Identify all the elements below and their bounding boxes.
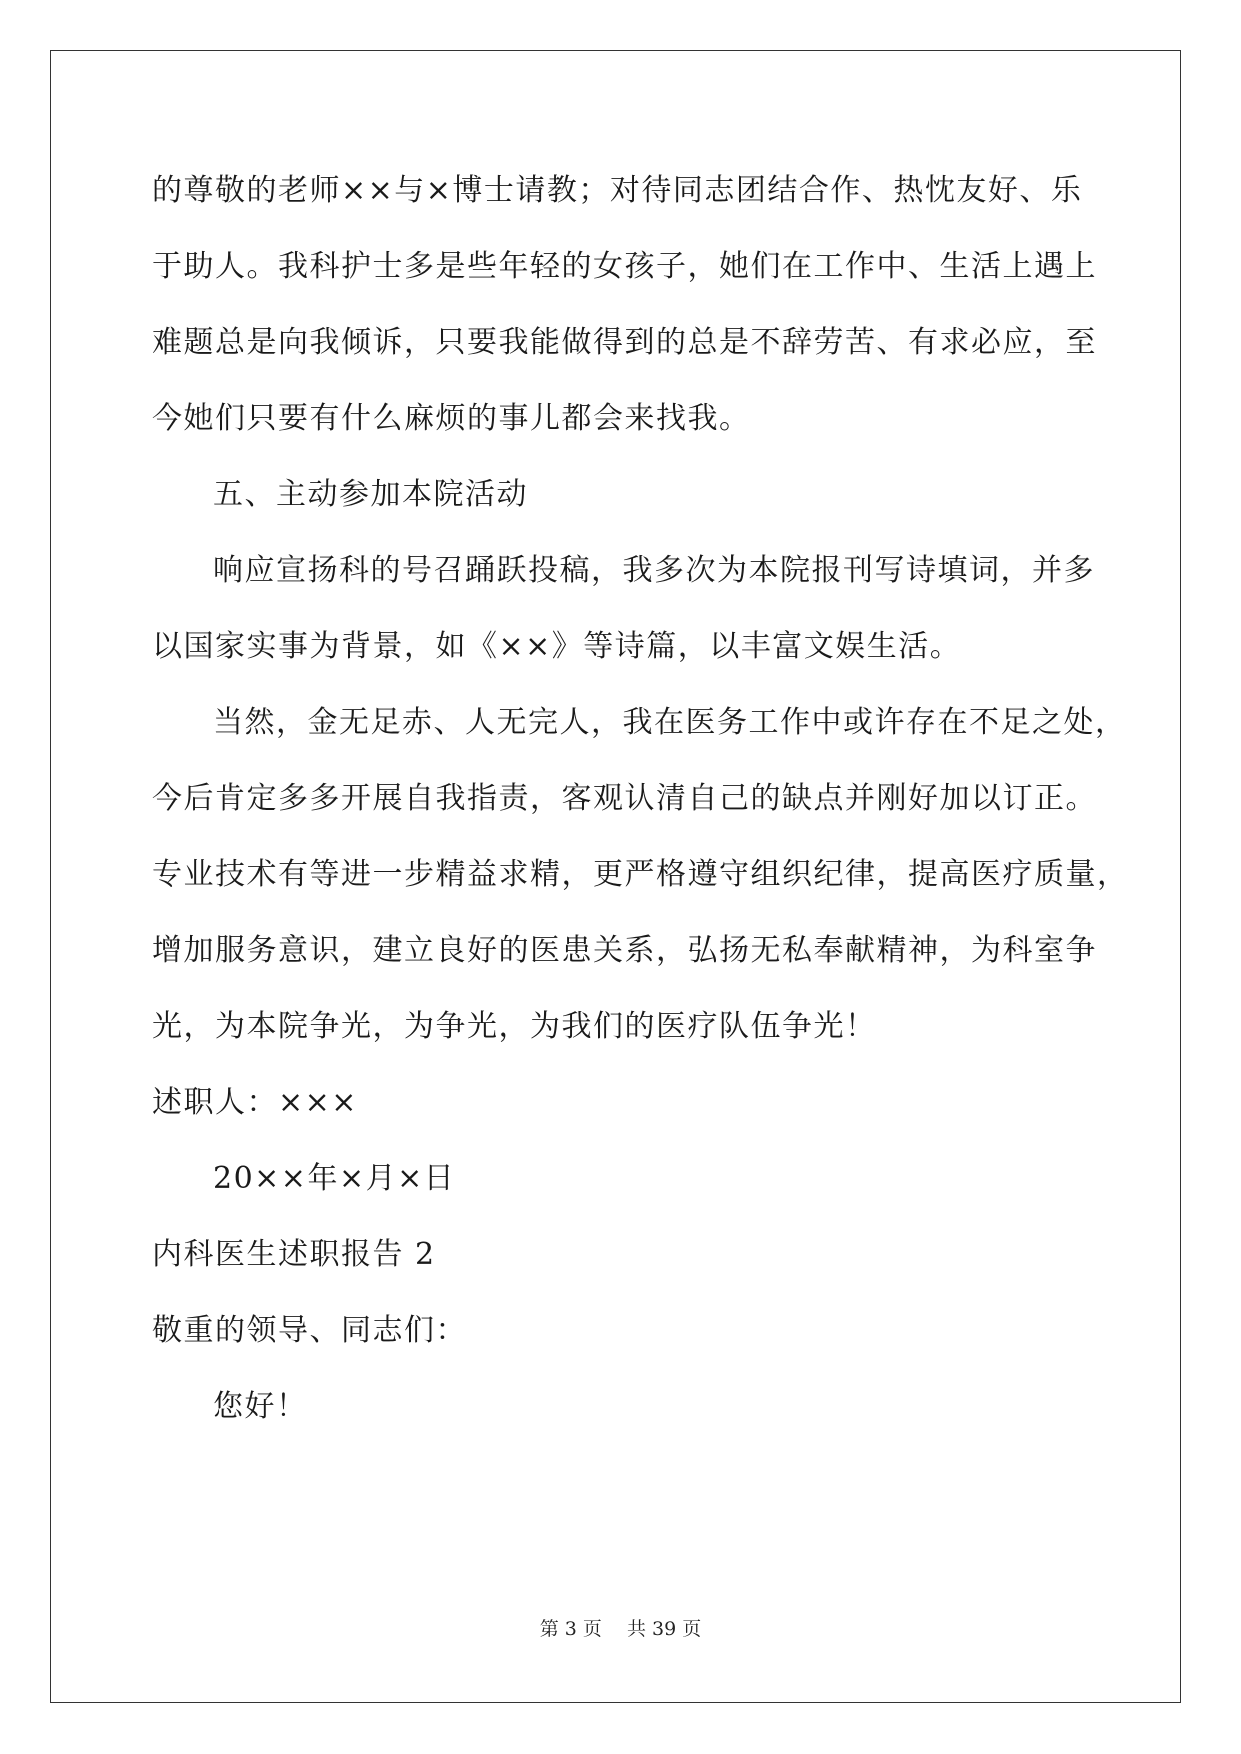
paragraph-line: 增加服务意识，建立良好的医患关系，弘扬无私奉献精神，为科室争 <box>152 933 1097 968</box>
greeting: 您好！ <box>213 1389 308 1424</box>
document-title: 内科医生述职报告 2 <box>152 1237 436 1272</box>
salutation: 敬重的领导、同志们： <box>152 1313 467 1348</box>
date-line: 20××年×月×日 <box>213 1161 456 1196</box>
signature-line: 述职人：××× <box>152 1085 358 1120</box>
paragraph-line: 专业技术有等进一步精益求精，更严格遵守组织纪律，提高医疗质量， <box>152 857 1129 892</box>
paragraph-line: 当然，金无足赤、人无完人，我在医务工作中或许存在不足之处， <box>213 705 1127 740</box>
paragraph-line: 光，为本院争光，为争光，为我们的医疗队伍争光！ <box>152 1009 877 1044</box>
page-number-footer: 第 3 页 共 39 页 <box>539 1618 702 1640</box>
section-heading: 五、主动参加本院活动 <box>213 477 528 512</box>
paragraph-line: 难题总是向我倾诉，只要我能做得到的总是不辞劳苦、有求必应，至 <box>152 325 1097 360</box>
paragraph-line: 的尊敬的老师××与×博士请教；对待同志团结合作、热忱友好、乐 <box>152 173 1083 208</box>
paragraph-line: 今她们只要有什么麻烦的事儿都会来找我。 <box>152 401 751 436</box>
paragraph-line: 今后肯定多多开展自我指责，客观认清自己的缺点并刚好加以订正。 <box>152 781 1097 816</box>
paragraph-line: 于助人。我科护士多是些年轻的女孩子，她们在工作中、生活上遇上 <box>152 249 1097 284</box>
paragraph-line: 响应宣扬科的号召踊跃投稿，我多次为本院报刊写诗填词，并多 <box>213 553 1095 588</box>
paragraph-line: 以国家实事为背景，如《××》等诗篇，以丰富文娱生活。 <box>152 629 962 664</box>
